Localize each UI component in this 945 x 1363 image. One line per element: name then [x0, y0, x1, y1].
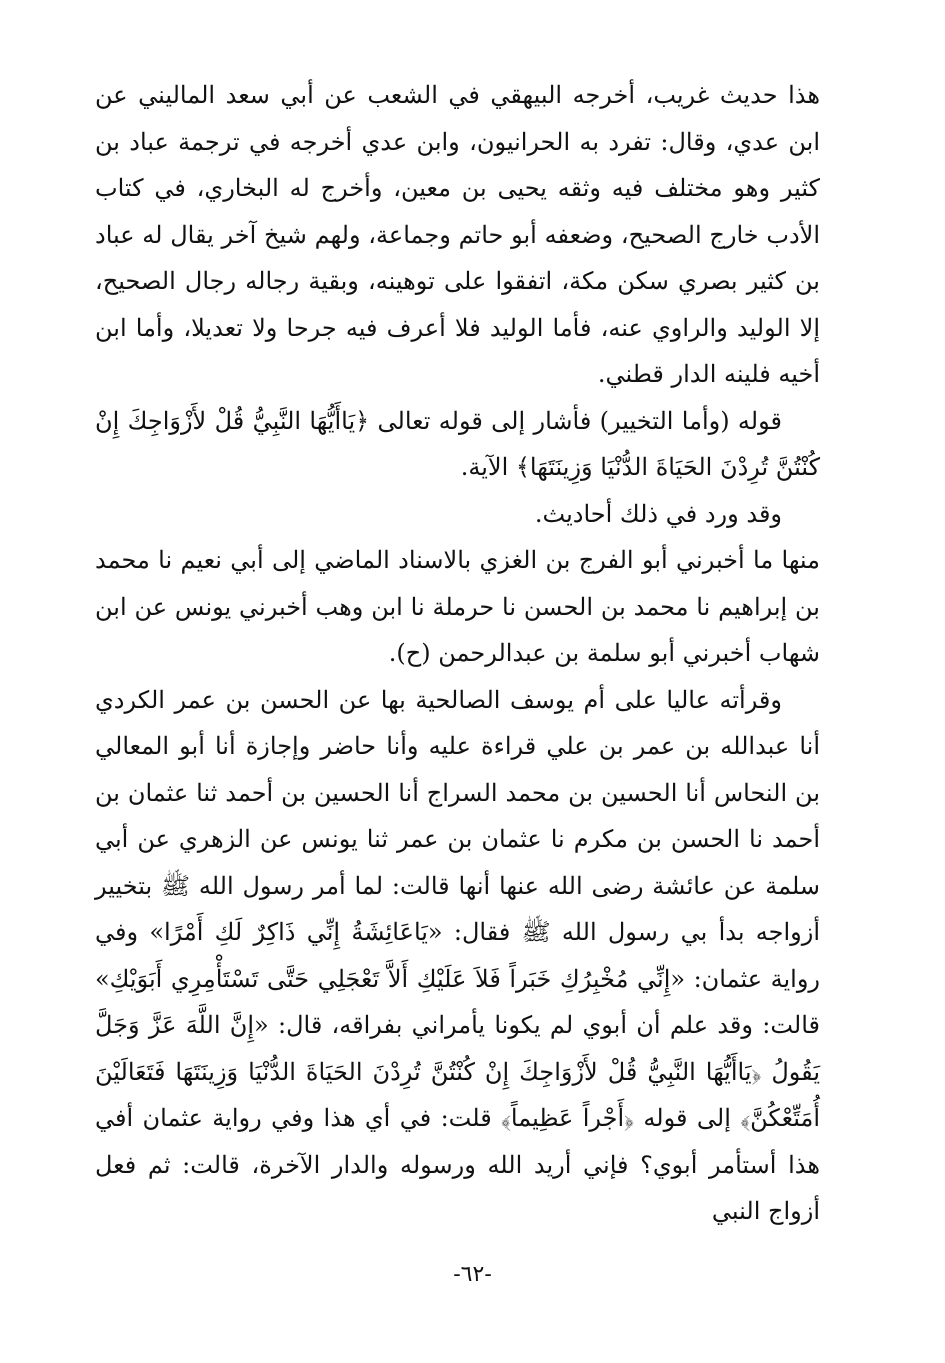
page-number: -٦٢- — [453, 1262, 492, 1287]
paragraph-isnad-second: وقرأته عاليا على أم يوسف الصالحية بها عن الحسن بن عمر الكردي أنا عبدالله بن عمر بن علي قراءة عليه وأنا حاضر وإجازة أنا أبو المعالي بن النحاس أنا الحسين بن محمد السراج أنا الحسين بن أحمد ثنا عثمان بن أحمد نا الحسن بن مكرم نا عثمان بن عمر ثنا يونس عن الزهري عن أبي سلمة عن عائشة رضى الله عنها أنها قالت: لما أمر رسول الله ﷺ بتخيير أزواجه بدأ بي رسول الله ﷺ فقال: «يَاعَائِشَةُ إِنِّي ذَاكِرٌ لَكِ أَمْرًا» وفي رواية عثمان: «إِنِّي مُخْبِرُكِ خَبَراً فَلاَ عَلَيْكِ أَلاَّ تَعْجَلِي حَتَّى تَسْتَأْمِرِي أَبَوَيْكِ» قالت: وقد علم أن أبوي لم يكونا يأمراني بفراقه، قال: «إِنَّ اللَّهَ عَزَّ وَجَلَّ يَقُولُ ﴿يَاأَيُّهَا النَّبِيُّ قُلْ لأَزْوَاجِكَ إِنْ كُنْتُنَّ تُرِدْنَ الحَيَاةَ الدُّنْيَا وَزِينَتَهَا فَتَعَالَيْنَ أُمَتِّعْكُنَّ﴾ إلى قوله ﴿أَجْراً عَظِيماً﴾ قلت: في أي هذا وفي رواية عثمان أفي هذا أستأمر أبوي؟ فإني أريد الله ورسوله والدار الآخرة، قالت: ثم فعل أزواج النبي — [95, 685, 821, 1225]
body-text — [95, 72, 820, 1235]
paragraph-hadith-grading: هذا حديث غريب، أخرجه البيهقي في الشعب عن أبي سعد الماليني عن ابن عدي، وقال: تفرد به الحرانيون، وابن عدي أخرجه في ترجمة عباد بن كثير وهو مختلف فيه وثقه يحيى بن معين، وأخرج له البخاري، في كتاب الأدب خارج الصحيح، وضعفه أبو حاتم وجماعة، ولهم شيخ آخر يقال له عباد بن كثير بصري سكن مكة، اتفقوا على توهينه، وبقية رجاله رجال الصحيح، إلا الوليد والراوي عنه، فأما الوليد فلا أعرف فيه جرحا ولا تعديلا، وأما ابن أخيه فلينه الدار قطني. — [95, 81, 820, 388]
paragraph-ahadith-intro: وقد ورد في ذلك أحاديث. — [534, 499, 782, 528]
paragraph-isnad-first: منها ما أخبرني أبو الفرج بن الغزي بالاسناد الماضي إلى أبي نعيم نا محمد بن إبراهيم نا محمد بن الحسن نا حرملة نا ابن وهب أخبرني يونس عن ابن شهاب أخبرني أبو سلمة بن عبدالرحمن (ح). — [95, 546, 820, 667]
paragraph-takhyir-verse: قوله (وأما التخيير) فأشار إلى قوله تعالى ﴿يَاأَيُّهَا النَّبِيُّ قُلْ لأَزْوَاجِكَ إِنْ كُنْتُنَّ تُرِدْنَ الحَيَاةَ الدُّنْيَا وَزِينَتَهَا﴾ الآية. — [95, 406, 820, 481]
